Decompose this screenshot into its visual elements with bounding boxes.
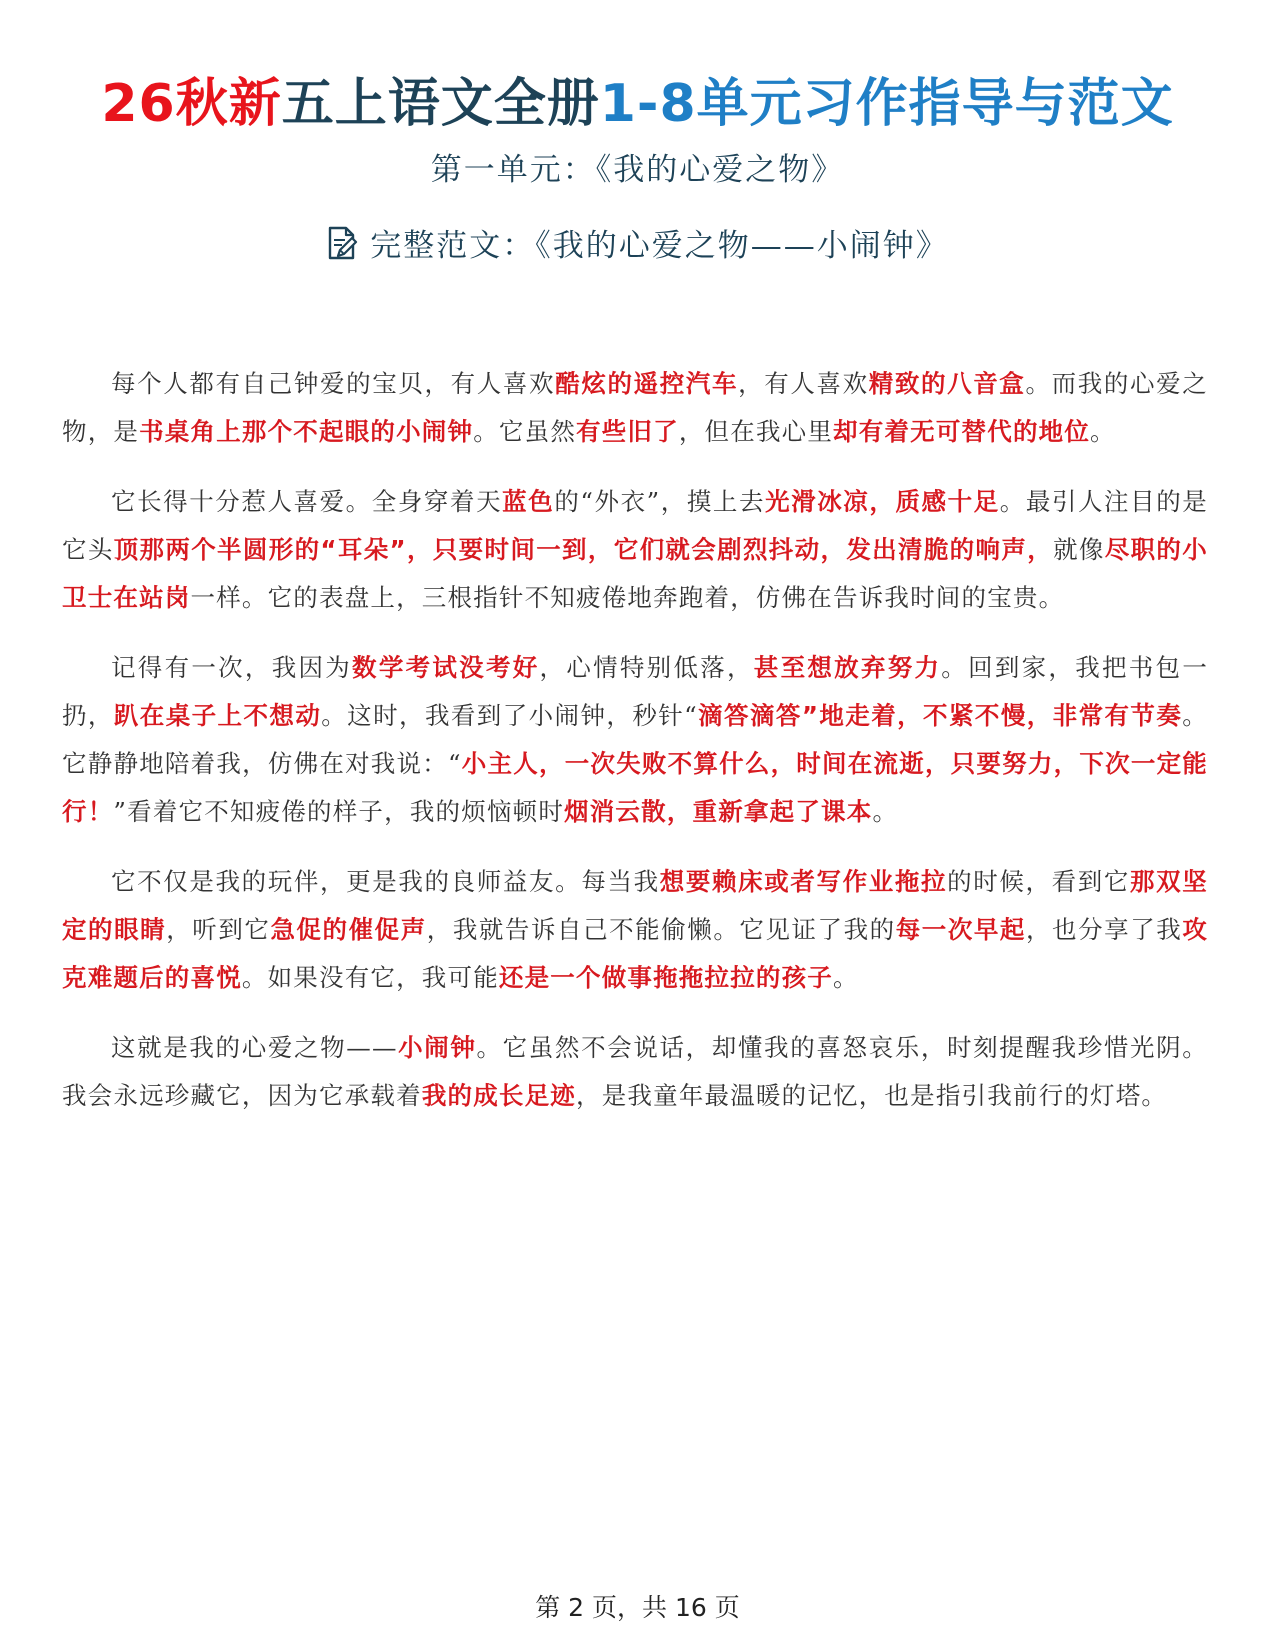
essay-paragraph (62, 858, 1208, 1002)
text-run: 的“外衣”，摸上去 (554, 487, 766, 516)
text-run: ，心情特别低落， (539, 653, 754, 682)
highlighted-phrase: 我的成长足迹 (421, 1081, 577, 1110)
highlighted-phrase: 尽职的小卫士在站岗 (62, 535, 1208, 612)
highlighted-phrase: 想要赖床或者写作业拖拉 (659, 867, 948, 896)
page-number: 第 2 页，共 16 页 (535, 1593, 740, 1622)
text-run: 它长得十分惹人喜爱。全身穿着天 (111, 487, 503, 516)
highlighted-phrase: 趴在桌子上不想动 (113, 701, 322, 730)
text-run: ，也分享了我 (1025, 915, 1183, 944)
text-run: 。而我的心爱之物，是 (62, 369, 1209, 446)
title-year-part: 26秋新 (101, 74, 282, 134)
text-run: ，我就告诉自己不能偷懒。它见证了我的 (426, 915, 896, 944)
text-run: 记得有一次，我因为 (111, 653, 353, 682)
text-run: ，有人喜欢 (738, 369, 869, 398)
text-run: 。它静静地陪着我，仿佛在对我说：“ (62, 701, 1208, 778)
highlighted-phrase: 甚至想放弃努力 (753, 653, 942, 682)
highlighted-phrase: 蓝色 (502, 487, 555, 516)
title-unit-part: 1-8单元习作指导与范文 (599, 74, 1174, 134)
essay-paragraph (62, 1024, 1208, 1120)
highlighted-phrase: 还是一个做事拖拖拉拉的孩子 (498, 963, 834, 992)
highlighted-phrase: 有些旧了 (576, 417, 679, 446)
unit-subtitle: 第一单元：《我的心爱之物》 (430, 152, 845, 188)
essay-paragraph (62, 644, 1208, 836)
text-run: 它不仅是我的玩伴，更是我的良师益友。每当我 (111, 867, 660, 896)
text-run: 。最引人注目的是它头 (62, 487, 1208, 564)
essay-paragraph (62, 360, 1208, 456)
text-run: 一样。它的表盘上，三根指针不知疲倦地奔跑着，仿佛在告诉我时间的宝贵。 (190, 583, 1065, 612)
text-run: 。回到家，我把书包一扔， (62, 653, 1209, 730)
text-run: ，听到它 (166, 915, 271, 944)
document-edit-icon (326, 226, 358, 274)
text-run: ，但在我心里 (678, 417, 834, 446)
text-run: 。这时，我看到了小闹钟，秒针“ (321, 701, 698, 730)
text-run: 。它虽然 (473, 417, 577, 446)
text-run: 的时候，看到它 (947, 867, 1131, 896)
text-run: 。它虽然不会说话，却懂我的喜怒哀乐，时刻提醒我珍惜光阴。我会永远珍藏它，因为它承载着 (62, 1033, 1208, 1110)
text-run: 。 (872, 797, 899, 826)
title-grade-part: 五上语文全册 (281, 74, 600, 134)
sample-essay-title: 完整范文：《我的心爱之物——小闹钟》 (370, 228, 949, 264)
text-run: ，是我童年最温暖的记忆，也是指引我前行的灯塔。 (576, 1081, 1168, 1110)
highlighted-phrase: 那双坚定的眼睛 (62, 867, 1208, 944)
highlighted-phrase: 攻克难题后的喜悦 (62, 915, 1209, 992)
text-run: 。 (833, 963, 859, 992)
essay-paragraph (62, 478, 1208, 622)
highlighted-phrase: 滴答滴答”地走着，不紧不慢，非常有节奏 (697, 701, 1183, 730)
text-run: 。如果没有它，我可能 (241, 963, 499, 992)
highlighted-phrase: 顶那两个半圆形的“耳朵”，只要时间一到，它们就会剧烈抖动，发出清脆的响声， (113, 535, 1054, 564)
document-title (0, 68, 1275, 140)
text-run: 这就是我的心爱之物—— (111, 1033, 398, 1062)
essay-body (62, 360, 1208, 1142)
sample-essay-heading (0, 224, 1275, 274)
highlighted-phrase: 急促的催促声 (270, 915, 427, 944)
highlighted-phrase: 光滑冰凉，质感十足 (765, 487, 1000, 516)
highlighted-phrase: 酷炫的遥控汽车 (555, 369, 739, 398)
highlighted-phrase: 烟消云散，重新拿起了课本 (564, 797, 873, 826)
text-run: 每个人都有自己钟爱的宝贝，有人喜欢 (111, 369, 556, 398)
highlighted-phrase: 数学考试没考好 (352, 653, 540, 682)
highlighted-phrase: 小主人，一次失败不算什么，时间在流逝，只要努力，下次一定能行！ (62, 749, 1208, 826)
highlighted-phrase: 却有着无可替代的地位 (833, 417, 1091, 446)
highlighted-phrase: 小闹钟 (397, 1033, 477, 1062)
highlighted-phrase: 精致的八音盒 (868, 369, 1026, 398)
text-run: ”看着它不知疲倦的样子，我的烦恼顿时 (113, 797, 565, 826)
text-run: 就像 (1053, 535, 1105, 564)
highlighted-phrase: 书桌角上那个不起眼的小闹钟 (139, 417, 474, 446)
text-run: 。 (1090, 417, 1116, 446)
highlighted-phrase: 每一次早起 (895, 915, 1026, 944)
